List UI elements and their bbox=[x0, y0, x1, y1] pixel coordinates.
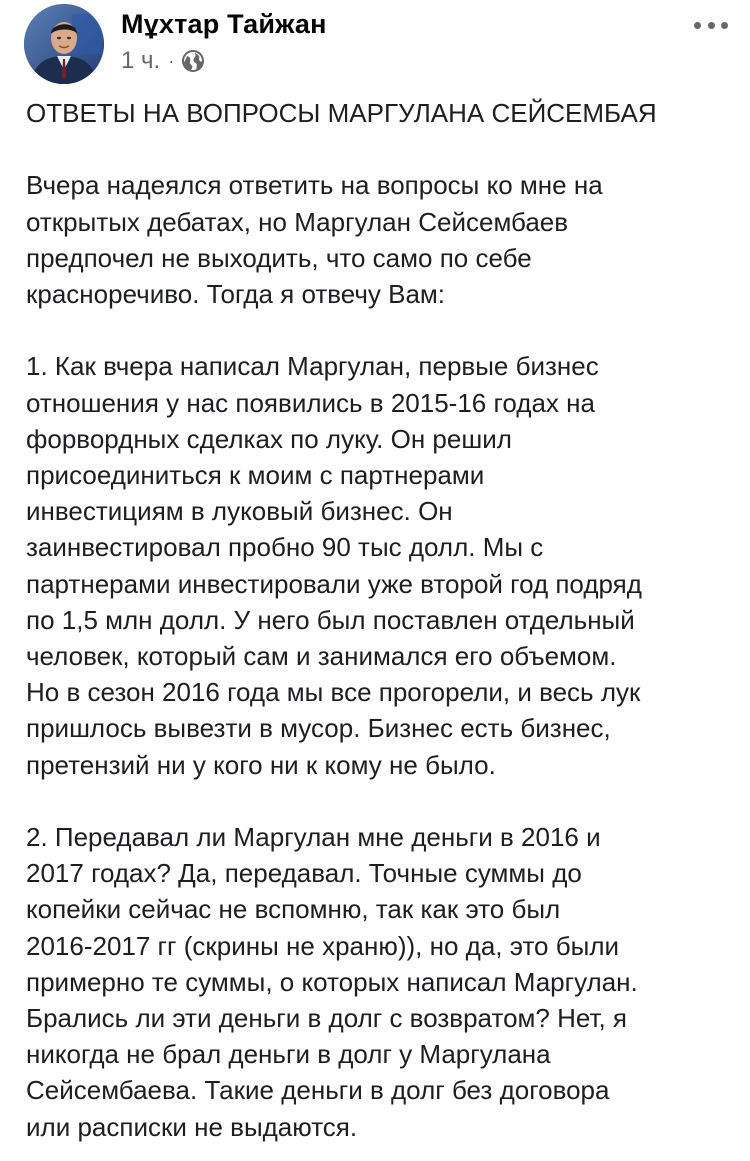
post-header bbox=[0, 0, 750, 90]
post-paragraph-answer-1: 1. Как вчера написал Маргулан, первые бизнес отношения у нас появились в 2015-16 годах на форвордных сделках по луку. Он решил присоединиться к моим с партнерами инвестициям в луковый бизнес. Он заинвестировал пробно 90 тыс долл. Мы с партнерами инвестировали уже второй год подряд по 1,5 млн долл. У него был поставлен отдельный человек, который сам и занимался его объемом. Но в сезон 2016 года мы все прогорели, и весь лук пришлось вывезти в мусор. Бизнес есть бизнес, претензий ни у кого ни к кому не было. bbox=[26, 351, 642, 780]
more-horizontal-icon bbox=[708, 22, 715, 29]
post-text bbox=[26, 95, 738, 1145]
post-meta bbox=[121, 46, 205, 76]
author-avatar[interactable] bbox=[24, 4, 104, 84]
author-name[interactable]: Мұхтар Тайжан bbox=[121, 9, 327, 39]
post-paragraph-answer-2: 2. Передавал ли Маргулан мне деньги в 2016 и 2017 годах? Да, передавал. Точные суммы до копейки сейчас не вспомню, так как это был 2016-2017 гг (скрины не храню)), но да, это были примерно те суммы, о которых написал Маргулан. Брались ли эти деньги в долг с возвратом? Нет, я никогда не брал деньги в долг у Маргулана Сейсембаева. Такие деньги в долг без договора или расписки не выдаются. bbox=[26, 822, 638, 1142]
meta-separator: · bbox=[168, 50, 175, 71]
avatar-photo bbox=[24, 4, 104, 84]
post-timestamp[interactable]: 1 ч. bbox=[121, 47, 161, 74]
more-horizontal-icon bbox=[721, 22, 728, 29]
more-options-button[interactable] bbox=[694, 14, 728, 36]
globe-icon[interactable] bbox=[181, 49, 205, 73]
post-paragraph-intro: Вчера надеялся ответить на вопросы ко мне на открытых дебатах, но Маргулан Сейсембаев предпочел не выходить, что само по себе красноречиво. Тогда я отвечу Вам: bbox=[26, 170, 603, 309]
more-horizontal-icon bbox=[694, 22, 701, 29]
post-title: ОТВЕТЫ НА ВОПРОСЫ МАРГУЛАНА СЕЙСЕМБАЯ bbox=[26, 98, 657, 128]
